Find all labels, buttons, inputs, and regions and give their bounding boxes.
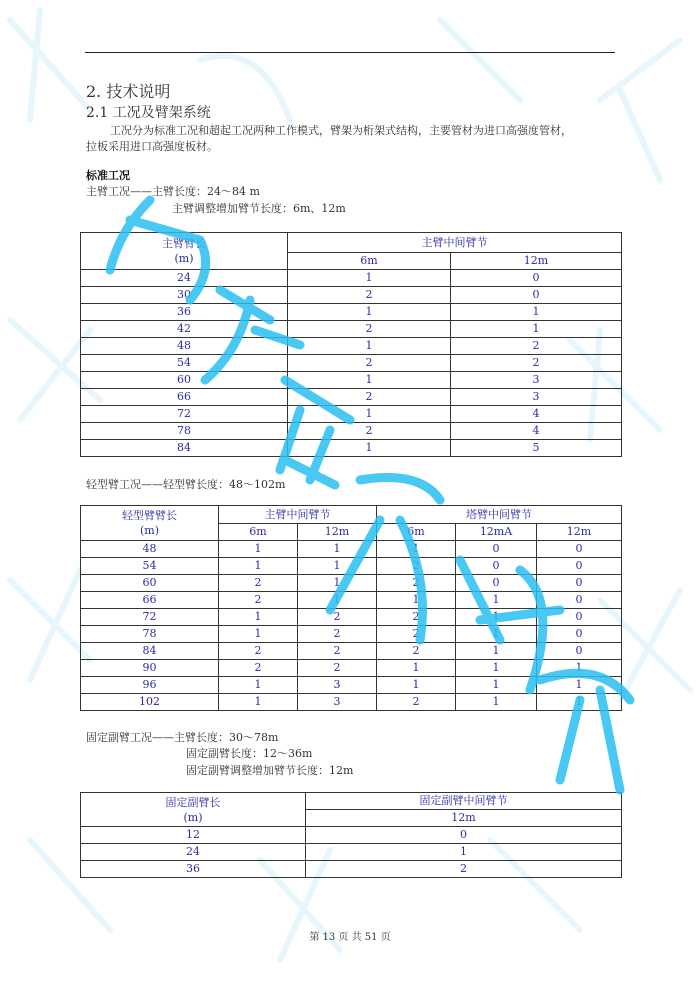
table-cell: 24	[81, 844, 306, 861]
table-cell: 2	[288, 423, 451, 440]
table-cell: 1	[537, 677, 622, 694]
table-cell: 0	[451, 287, 622, 304]
col-header-length: 轻型臂臂长	[122, 509, 177, 522]
table-cell: 1	[377, 592, 456, 609]
col-12m: 12m	[306, 810, 622, 827]
table-cell: 1	[456, 660, 537, 677]
table-cell: 1	[377, 677, 456, 694]
table-cell: 72	[81, 406, 288, 423]
col-header-tower: 塔臂中间臂节	[377, 506, 622, 524]
table-cell: 1	[537, 694, 622, 711]
table-cell: 54	[81, 355, 288, 372]
table-cell: 1	[451, 321, 622, 338]
table-cell: 2	[288, 287, 451, 304]
table-row	[81, 389, 622, 406]
col-header-group: 固定副臂中间臂节	[306, 793, 622, 810]
table-row	[81, 440, 622, 457]
table-cell: 2	[451, 355, 622, 372]
table-cell: 1	[451, 304, 622, 321]
table-row	[81, 558, 622, 575]
standard-line2: 主臂调整增加臂节长度：6m、12m	[172, 202, 346, 215]
table-cell: 54	[81, 558, 219, 575]
table-cell: 0	[537, 609, 622, 626]
table-cell: 96	[81, 677, 219, 694]
table-cell: 1	[219, 677, 298, 694]
table-cell: 1	[288, 440, 451, 457]
table-cell: 2	[298, 626, 377, 643]
table-row	[81, 287, 622, 304]
table-cell: 0	[456, 575, 537, 592]
col: 12mA	[456, 524, 537, 541]
table-cell: 2	[288, 355, 451, 372]
table-row	[81, 626, 622, 643]
table-row	[81, 677, 622, 694]
table-cell: 2	[377, 609, 456, 626]
table-cell: 66	[81, 389, 288, 406]
table-row	[81, 609, 622, 626]
table-cell: 1	[298, 541, 377, 558]
table-cell: 0	[537, 626, 622, 643]
table-cell: 2	[377, 558, 456, 575]
table-cell: 4	[451, 406, 622, 423]
table-row	[81, 406, 622, 423]
table-cell: 2	[298, 643, 377, 660]
page-footer: 第 13 页 共 51 页	[309, 932, 391, 943]
section-heading: 2. 技术说明	[86, 82, 171, 101]
table-cell: 1	[298, 575, 377, 592]
table-cell: 30	[81, 287, 288, 304]
unit: (m)	[174, 252, 194, 265]
table-cell: 0	[451, 270, 622, 287]
table-cell: 5	[451, 440, 622, 457]
table-cell: 2	[288, 321, 451, 338]
table-cell: 2	[306, 861, 622, 878]
table-cell: 36	[81, 304, 288, 321]
table-cell: 0	[537, 643, 622, 660]
table-cell: 90	[81, 660, 219, 677]
table-cell: 1	[288, 304, 451, 321]
table-row	[81, 541, 622, 558]
table-cell: 84	[81, 440, 288, 457]
table-cell: 0	[537, 558, 622, 575]
table-cell: 60	[81, 575, 219, 592]
table-cell: 1	[456, 694, 537, 711]
table-cell: 66	[81, 592, 219, 609]
table-cell: 1	[219, 609, 298, 626]
table-cell: 1	[219, 541, 298, 558]
table-cell: 0	[537, 592, 622, 609]
table-row	[81, 321, 622, 338]
col-12m: 12m	[451, 253, 622, 270]
light-table	[80, 505, 622, 711]
table-cell: 12	[81, 827, 306, 844]
table-cell: 0	[456, 541, 537, 558]
table-cell: 2	[219, 643, 298, 660]
col: 12m	[537, 524, 622, 541]
unit: (m)	[139, 524, 159, 537]
table-cell: 1	[377, 541, 456, 558]
table-cell: 4	[451, 423, 622, 440]
col: 6m	[219, 524, 298, 541]
table-row	[81, 304, 622, 321]
table-cell: 0	[537, 575, 622, 592]
fixed-table	[80, 792, 622, 878]
table-row	[81, 827, 622, 844]
table-cell: 1	[377, 660, 456, 677]
table-cell: 1	[288, 270, 451, 287]
table-cell: 48	[81, 541, 219, 558]
table-row	[81, 643, 622, 660]
table-row	[81, 694, 622, 711]
table-row	[81, 660, 622, 677]
table-cell: 78	[81, 423, 288, 440]
fixed-line2: 固定副臂长度：12～36m	[186, 747, 313, 760]
unit: (m)	[183, 810, 203, 824]
table-cell: 0	[456, 558, 537, 575]
col: 12m	[298, 524, 377, 541]
table-cell: 1	[298, 592, 377, 609]
table-cell: 48	[81, 338, 288, 355]
table-cell: 1	[456, 677, 537, 694]
fixed-line1: 固定副臂工况——主臂长度：30～78m	[86, 731, 279, 744]
table-cell: 60	[81, 372, 288, 389]
table-cell: 2	[377, 694, 456, 711]
table-cell: 0	[306, 827, 622, 844]
table-cell: 3	[451, 389, 622, 406]
table-cell: 3	[451, 372, 622, 389]
table-cell: 2	[377, 643, 456, 660]
table-cell: 2	[377, 626, 456, 643]
table-cell: 1	[306, 844, 622, 861]
header-rule	[85, 52, 615, 53]
table-cell: 2	[451, 338, 622, 355]
table-cell: 1	[456, 592, 537, 609]
table-cell: 2	[219, 575, 298, 592]
table-row	[81, 592, 622, 609]
intro-line2: 拉板采用进口高强度板材。	[86, 140, 218, 153]
table-cell: 1	[288, 406, 451, 423]
table-cell: 2	[219, 660, 298, 677]
table-cell: 72	[81, 609, 219, 626]
table-row	[81, 575, 622, 592]
intro-line1: 工况分为标准工况和超起工况两种工作模式，臂架为桁架式结构，主要管材为进口高强度管材，	[110, 124, 572, 137]
col: 6m	[377, 524, 456, 541]
fixed-line3: 固定副臂调整增加臂节长度：12m	[186, 764, 354, 777]
col-header-length: 主臂臂长	[162, 237, 206, 250]
table-cell: 1	[298, 558, 377, 575]
table-row	[81, 844, 622, 861]
subsection-heading: 2.1 工况及臂架系统	[86, 105, 211, 121]
table-cell: 1	[288, 372, 451, 389]
col-6m: 6m	[288, 253, 451, 270]
table-cell: 42	[81, 321, 288, 338]
table-cell: 2	[298, 609, 377, 626]
table-cell: 36	[81, 861, 306, 878]
standard-title: 标准工况	[86, 169, 130, 182]
col-header-length: 固定副臂长	[165, 795, 221, 809]
table-cell: 1	[456, 609, 537, 626]
table-cell: 3	[298, 677, 377, 694]
table-cell: 2	[298, 660, 377, 677]
col-header-group: 主臂中间臂节	[288, 233, 622, 253]
table-row	[81, 338, 622, 355]
table-row	[81, 270, 622, 287]
table-cell: 1	[456, 643, 537, 660]
table-row	[81, 423, 622, 440]
table-cell: 1	[537, 660, 622, 677]
table-row	[81, 861, 622, 878]
col-header-main: 主臂中间臂节	[219, 506, 377, 524]
standard-table	[80, 232, 622, 457]
light-line1: 轻型臂工况——轻型臂长度：48～102m	[86, 478, 286, 491]
table-cell: 2	[377, 575, 456, 592]
table-cell: 0	[537, 541, 622, 558]
table-cell: 2	[219, 592, 298, 609]
table-cell: 1	[288, 338, 451, 355]
standard-line1: 主臂工况——主臂长度：24～84 m	[86, 185, 260, 198]
table-cell: 84	[81, 643, 219, 660]
table-cell: 24	[81, 270, 288, 287]
table-cell: 102	[81, 694, 219, 711]
table-cell: 78	[81, 626, 219, 643]
table-cell: 1	[219, 626, 298, 643]
table-cell: 1	[219, 558, 298, 575]
table-cell: 1	[219, 694, 298, 711]
table-cell: 3	[298, 694, 377, 711]
table-cell: 2	[288, 389, 451, 406]
table-cell: 1	[456, 626, 537, 643]
table-row	[81, 355, 622, 372]
table-row	[81, 372, 622, 389]
